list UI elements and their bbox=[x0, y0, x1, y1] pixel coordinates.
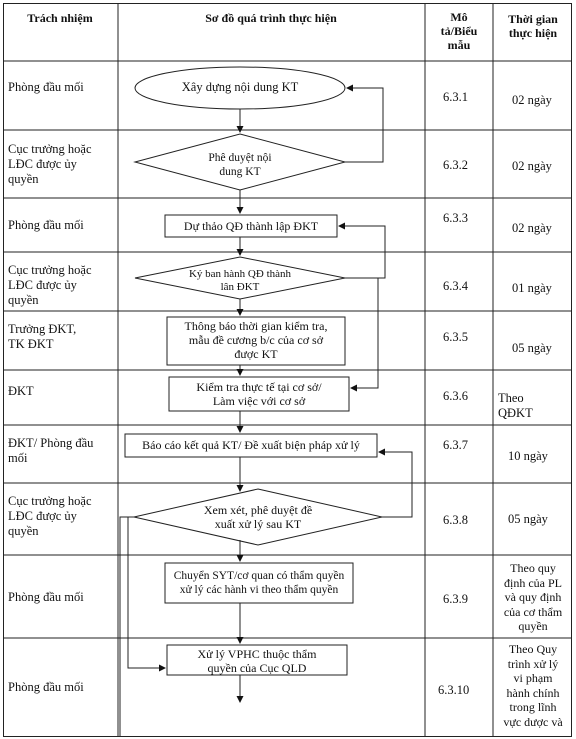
step-label-2: Phê duyệt nội dung KT bbox=[208, 152, 272, 178]
responsible-3: Phòng đầu mối bbox=[8, 218, 84, 232]
step-label-7: Báo cáo kết quả KT/ Đề xuất biện pháp xử lý bbox=[142, 438, 360, 452]
form-code-10: 6.3.10 bbox=[438, 683, 470, 697]
form-code-3: 6.3.3 bbox=[443, 211, 468, 225]
duration-8: 05 ngày bbox=[508, 512, 548, 526]
step-label-1: Xây dựng nội dung KT bbox=[181, 80, 299, 94]
responsible-10: Phòng đầu mối bbox=[8, 680, 84, 694]
form-code-5: 6.3.5 bbox=[443, 330, 468, 344]
header-duration: Thời gian thực hiện bbox=[508, 12, 558, 40]
step-label-6: Kiểm tra thực tế tại cơ sở/ Làm việc với cơ sở bbox=[196, 380, 322, 408]
responsible-2: Cục trưởng hoặc LĐC được ủy quyền bbox=[8, 142, 92, 186]
responsible-8: Cục trưởng hoặc LĐC được ủy quyền bbox=[8, 494, 92, 538]
header-process: Sơ đồ quá trình thực hiện bbox=[205, 11, 337, 25]
header-form: Mô tả/Biểu mẫu bbox=[440, 10, 478, 52]
step-label-4: Ký ban hành QĐ thành lân ĐKT bbox=[188, 268, 292, 293]
duration-6: Theo QĐKT bbox=[498, 391, 533, 420]
duration-10: Theo Quy trình xử lý vi phạm hành chính trong lĩnh vực dược và bbox=[503, 642, 563, 729]
duration-2: 02 ngày bbox=[512, 159, 552, 173]
responsible-6: ĐKT bbox=[8, 384, 34, 398]
duration-3: 02 ngày bbox=[512, 221, 552, 235]
duration-1: 02 ngày bbox=[512, 93, 552, 107]
form-code-9: 6.3.9 bbox=[443, 592, 468, 606]
header-responsibility: Trách nhiệm bbox=[27, 11, 93, 25]
responsible-1: Phòng đầu mối bbox=[8, 80, 84, 94]
step-label-9: Chuyển SYT/cơ quan có thẩm quyền xử lý các hành vi theo thẩm quyền bbox=[173, 570, 345, 596]
form-code-7: 6.3.7 bbox=[443, 438, 468, 452]
form-code-4: 6.3.4 bbox=[443, 279, 468, 293]
duration-4: 01 ngày bbox=[512, 281, 552, 295]
step-label-3: Dự thảo QĐ thành lập ĐKT bbox=[183, 219, 319, 233]
responsible-9: Phòng đầu mối bbox=[8, 590, 84, 604]
form-code-2: 6.3.2 bbox=[443, 158, 468, 172]
form-code-8: 6.3.8 bbox=[443, 513, 468, 527]
responsible-4: Cục trưởng hoặc LĐC được ủy quyền bbox=[8, 263, 92, 307]
form-code-6: 6.3.6 bbox=[443, 389, 468, 403]
step-label-8: Xem xét, phê duyệt đề xuất xử lý sau KT bbox=[203, 503, 313, 531]
duration-5: 05 ngày bbox=[512, 341, 552, 355]
duration-9: Theo quy định của PL và quy định của cơ thẩm quyền bbox=[503, 561, 563, 633]
duration-7: 10 ngày bbox=[508, 449, 548, 463]
responsible-7: ĐKT/ Phòng đầu mối bbox=[8, 436, 94, 465]
step-label-5: Thông báo thời gian kiểm tra, mẫu đề cương b/c của cơ sở được KT bbox=[184, 319, 328, 361]
form-code-1: 6.3.1 bbox=[443, 90, 468, 104]
step-label-10: Xử lý VPHC thuộc thẩm quyền của Cục QLD bbox=[197, 647, 317, 675]
responsible-5: Trưởng ĐKT, TK ĐKT bbox=[8, 322, 77, 351]
